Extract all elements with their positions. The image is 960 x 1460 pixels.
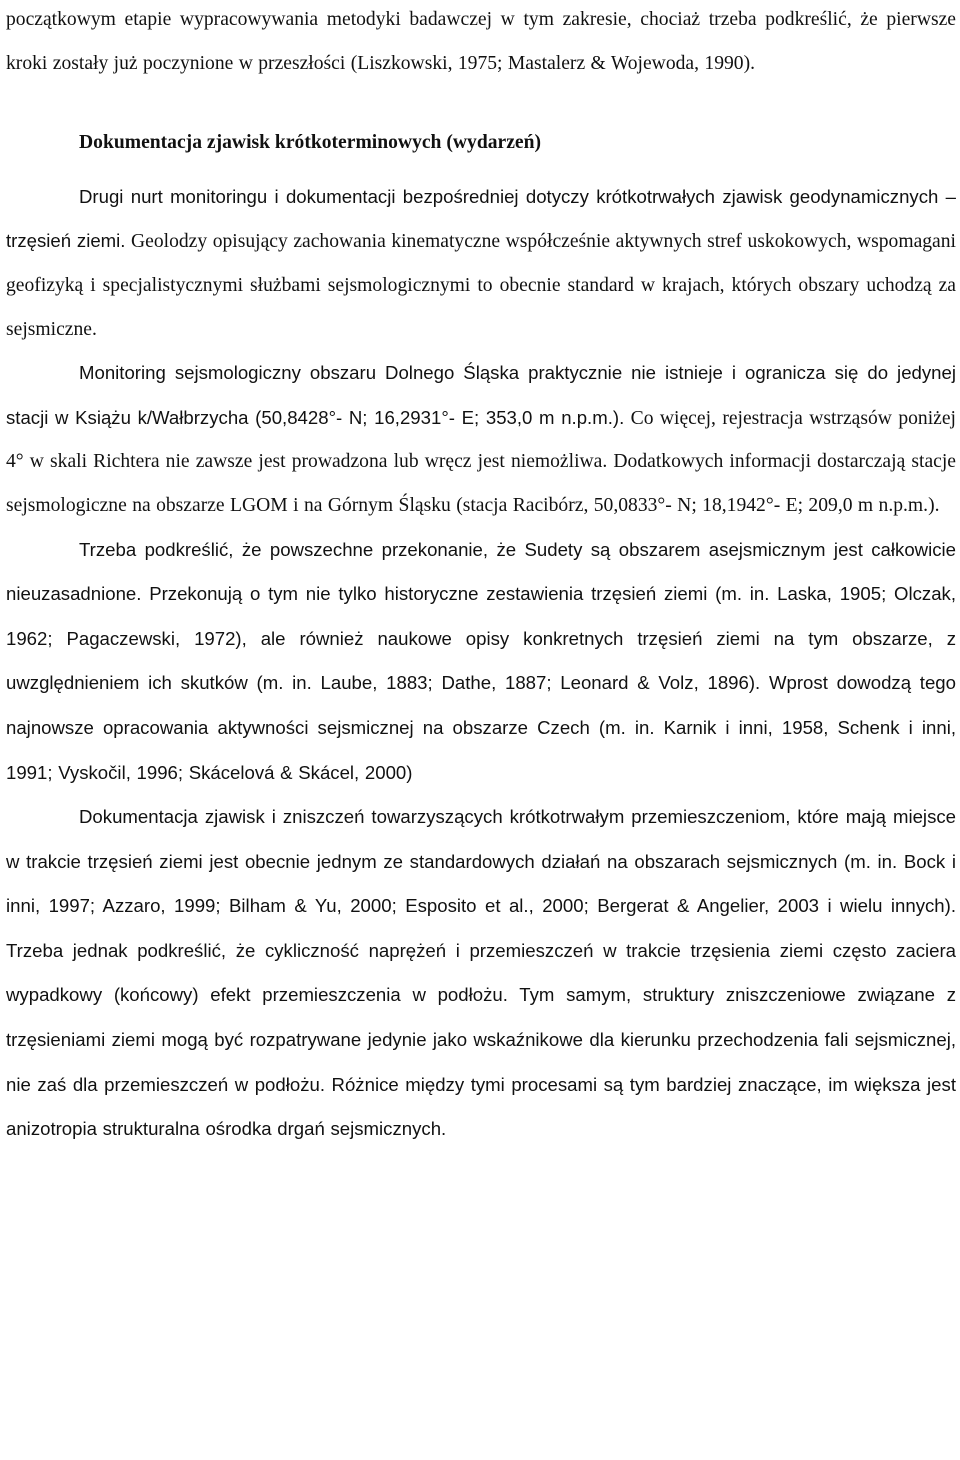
paragraph-monitoring-sans: Monitoring sejsmologiczny obszaru Dolnego Śląska praktycznie nie istnieje i ogranicza się do jedynej stacji w Książu k/Wałbrzycha (50,8428°- N; 16,2931°- E; 353,0 m n.p.m.). bbox=[6, 362, 956, 428]
paragraph-damage-documentation-sans: Dokumentacja zjawisk i zniszczeń towarzyszących krótkotrwałym przemieszczeniom, które mają miejsce w trakcie trzęsień ziemi jest obecnie jednym ze standardowych działań na obszarach sejsmicznych (m. in. Bock i inni, 1997; Azzaro, 1999; Bilham & Yu, 2000; Esposito et al., 2000; Bergerat & Angelier, 2003 i wielu innych). Trzeba jednak podkreślić, że cykliczność naprężeń i przemieszczeń w trakcie trzęsienia ziemi często zaciera wypadkowy (końcowy) efekt przemieszczenia w podłożu. Tym samym, struktury zniszczeniowe związane z trzęsieniami ziemi mogą być rozpatrywane jedynie jako wskaźnikowe dla kierunku przechodzenia fali sejsmicznej, nie zaś dla przemieszczeń w podłożu. Różnice między tymi procesami są tym bardziej znaczące, im większa jest anizotropia strukturalna ośrodka drgań sejsmicznych. bbox=[6, 806, 956, 1140]
continuation-text: początkowym etapie wypracowywania metodyki badawczej w tym zakresie, chociaż trzeba podkreślić, że pierwsze kroki zostały już poczynione w przeszłości (Liszkowski, 1975; Mastalerz & Wojewoda, 1990). bbox=[6, 9, 956, 74]
section-heading: Dokumentacja zjawisk krótkoterminowych (wydarzeń) bbox=[79, 132, 542, 154]
paragraph-damage-documentation bbox=[6, 795, 956, 1152]
paragraph-sudety-sans: Trzeba podkreślić, że powszechne przekonanie, że Sudety są obszarem asejsmicznym jest całkowicie nieuzasadnione. Przekonują o tym nie tylko historyczne zestawienia trzęsień ziemi (m. in. Laska, 1905; Olczak, 1962; Pagaczewski, 1972), ale również naukowe opisy konkretnych trzęsień ziemi na tym obszarze, z uwzględnieniem ich skutków (m. in. Laube, 1883; Dathe, 1887; Leonard & Volz, 1896). Wprost dowodzą tego najnowsze opracowania aktywności sejsmicznej na obszarze Czech (m. in. Karnik i inni, 1958, Schenk i inni, 1991; Vyskočil, 1996; Skácelová & Skácel, 2000) bbox=[6, 538, 956, 783]
paragraph-monitoring-serif: Co więcej, rejestracja wstrząsów poniżej 4° w skali Richtera nie zawsze jest prowadzona lub wręcz jest niemożliwa. Dodatkowych informacji dostarczają stacje sejsmologiczne na obszarze LGOM i na Górnym Śląsku (stacja Racibórz, 50,0833°- N; 18,1942°- E; 209,0 m n.p.m.). bbox=[6, 407, 956, 516]
paragraph-seismic-intro bbox=[6, 175, 956, 351]
paragraph-sudety bbox=[6, 528, 956, 796]
paragraph-seismic-intro-sans: Drugi nurt monitoringu i dokumentacji bezpośredniej dotyczy krótkotrwałych zjawisk geodynamicznych – trzęsień ziemi. bbox=[6, 185, 956, 252]
paragraph-monitoring bbox=[6, 351, 956, 527]
paragraph-seismic-intro-serif: Geolodzy opisujący zachowania kinematyczne współcześnie aktywnych stref uskokowych, wspomagani geofizyką i specjalistycznymi służbami sejsmologicznymi to obecnie standard w krajach, których obszary uchodzą za sejsmiczne. bbox=[6, 231, 956, 340]
continuation-paragraph bbox=[6, 0, 956, 85]
